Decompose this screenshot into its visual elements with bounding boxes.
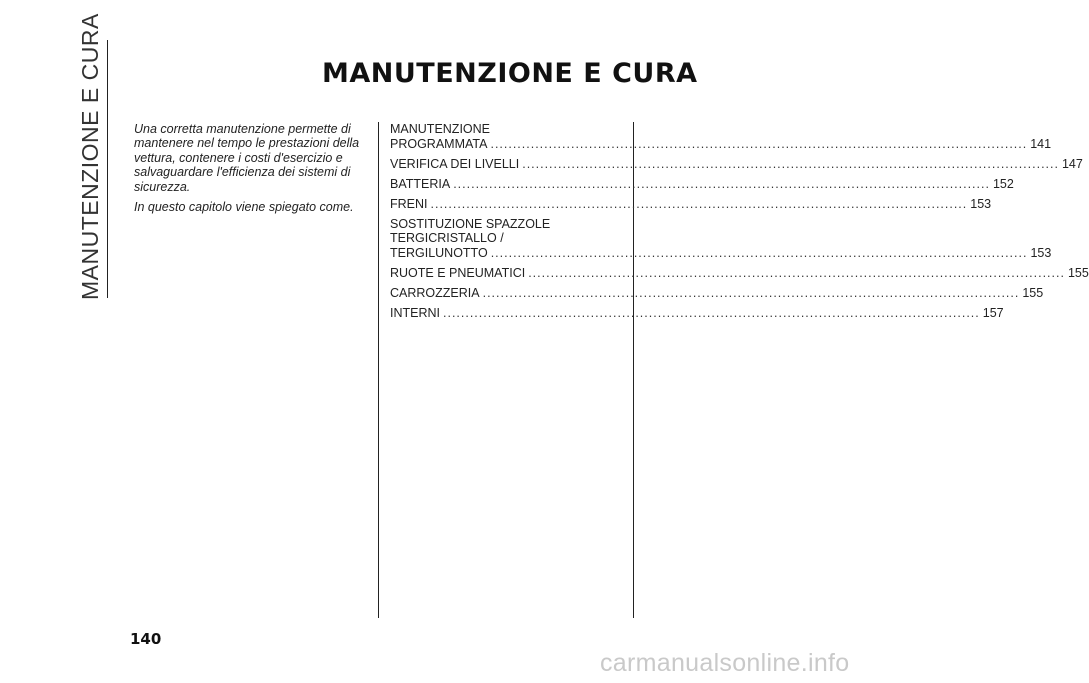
toc-leader-dots: ........................................................................................................................ — [430, 196, 968, 211]
intro-text — [134, 122, 362, 220]
toc-entry-title: VERIFICA DEI LIVELLI — [390, 156, 520, 171]
toc-entry[interactable] — [390, 156, 1083, 172]
toc-page-number: 157 — [982, 305, 1004, 320]
toc-page-number: 141 — [1030, 136, 1052, 151]
table-of-contents — [390, 122, 1089, 326]
toc-entry-title: CARROZZERIA — [390, 285, 480, 300]
toc-leader-dots: ........................................................................................................................ — [443, 305, 980, 320]
toc-entry-title: RUOTE E PNEUMATICI — [390, 265, 526, 280]
page-title: MANUTENZIONE E CURA — [322, 58, 698, 89]
toc-leader-dots: ........................................................................................................................ — [490, 136, 1028, 151]
toc-leader-dots: ........................................................................................................................ — [453, 176, 990, 191]
side-divider — [107, 40, 108, 298]
toc-entry-title: FRENI — [390, 196, 428, 211]
toc-entry[interactable] — [390, 176, 1014, 192]
toc-entry-title-line: MANUTENZIONE — [390, 122, 490, 136]
toc-page-number: 152 — [992, 176, 1014, 191]
toc-leader-dots: ........................................................................................................................ — [528, 265, 1065, 280]
toc-leader-dots: ........................................................................................................................ — [490, 245, 1028, 260]
toc-leader-dots: ........................................................................................................................ — [522, 156, 1059, 171]
toc-entry[interactable] — [390, 216, 1052, 261]
toc-page-number: 155 — [1022, 285, 1044, 300]
toc-entry-title-line: SOSTITUZIONE SPAZZOLE — [390, 216, 551, 231]
column-divider-left — [378, 122, 379, 618]
toc-entry[interactable] — [390, 196, 992, 212]
watermark: carmanualsonline.info — [600, 649, 850, 677]
toc-entry-title: INTERNI — [390, 305, 440, 320]
toc-page-number: 147 — [1061, 156, 1083, 171]
toc-entry-title: TERGILUNOTTO — [390, 245, 488, 260]
toc-entry[interactable] — [390, 122, 1052, 151]
toc-entry-title-line: TERGICRISTALLO / — [390, 231, 504, 245]
toc-entry[interactable] — [390, 305, 1004, 321]
toc-entry[interactable] — [390, 265, 1089, 281]
intro-paragraph: Una corretta manutenzione permette di mantenere nel tempo le prestazioni della vettura, contenere i costi d'esercizio e salvaguardare l'efficienza dei sistemi di sicurezza. — [134, 122, 360, 194]
side-chapter-title: MANUTENZIONE E CURA — [77, 13, 103, 300]
page-number: 140 — [130, 630, 162, 648]
toc-entry-title: BATTERIA — [390, 176, 451, 191]
toc-page-number: 155 — [1067, 265, 1089, 280]
toc-leader-dots: ........................................................................................................................ — [482, 285, 1020, 300]
toc-entry[interactable] — [390, 285, 1044, 301]
toc-page-number: 153 — [970, 196, 992, 211]
toc-page-number: 153 — [1030, 245, 1052, 260]
toc-entry-title: PROGRAMMATA — [390, 136, 488, 151]
intro-paragraph: In questo capitolo viene spiegato come. — [134, 200, 354, 215]
